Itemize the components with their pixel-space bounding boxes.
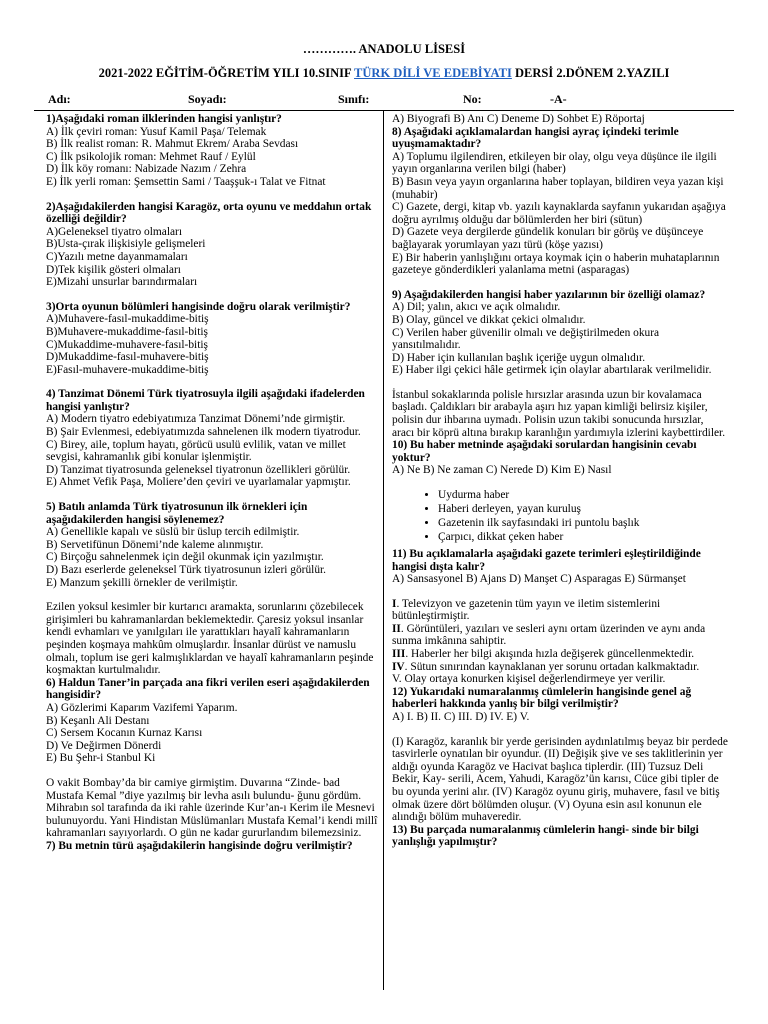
- question-text: 9) Aşağıdakilerden hangisi haber yazılarının bir özelliği olamaz?: [392, 288, 706, 301]
- school-name: …………. ANADOLU LİSESİ: [302, 42, 466, 56]
- option-e: E) Manzum şekilli örnekler de verilmiştir.: [46, 576, 238, 589]
- numbered-statements-12: [392, 598, 728, 686]
- statement-text: . Görüntüleri, yazıları ve sesleri aynı ortam üzerinden ve aynı anda sunma imkânına sahiptir.: [392, 622, 706, 648]
- roman-numeral: II: [392, 622, 401, 635]
- passage-10: İstanbul sokaklarında polisle hırsızlar arasında uzun bir kovalamaca başladı. Çaldıkları bir arabayla aşırı hız yapan kimliği belirsiz kişiler, polisin dur ihbarına uymadı. Polisin uzun takibi sonucunda hırsızlar, aracı bir köprü altına bırakıp karanlığın yardımıyla izlerini kaybettirdiler.: [392, 388, 726, 439]
- question-2: [46, 201, 378, 289]
- column-divider: [383, 110, 384, 990]
- option-a: A) Toplumu ilgilendiren, etkileyen bir olay, olgu veya düşünce ile ilgili yayın organlarına verilen bilgi (haber): [392, 150, 717, 176]
- student-info-bar: [48, 92, 748, 108]
- option-a: A) Modern tiyatro edebiyatımıza Tanzimat Dönemi’nde girmiştir.: [46, 413, 346, 426]
- question-3: [46, 301, 378, 377]
- option-a: A) Dil; yalın, akıcı ve açık olmalıdır.: [392, 301, 561, 314]
- subject-link[interactable]: TÜRK DİLİ VE EDEBİYATI: [354, 66, 512, 80]
- statement-text: . Televizyon ve gazetenin tüm yayın ve iletim sistemlerini bütünleştirmiştir.: [392, 597, 661, 623]
- question-12: [392, 686, 728, 724]
- option-b: B) Şair Evlenmesi, edebiyatımızda sahnelenen ilk modern tiyatrodur.: [46, 426, 361, 439]
- statement-5: [392, 673, 728, 686]
- option-c: C) Sersem Kocanın Kurnaz Karısı: [46, 727, 203, 740]
- question-text: 5) Batılı anlamda Türk tiyatrosunun ilk örnekleri için aşağıdakilerden hangisi söylenemez?: [46, 501, 308, 526]
- name-label: Adı:: [48, 92, 71, 106]
- question-text: 12) Yukarıdaki numaralanmış cümlelerin hangisinde genel ağ haberleri hakkında yanlış bir bilgi verilmiştir?: [392, 685, 692, 711]
- option-e: E) Bir haberin yanlışlığını ortaya koymak için o haberin muhataplarının gazeteye gönderdikleri yalanlama metni (asparagas): [392, 251, 720, 277]
- option-d: D) Gazete veya dergilerde gündelik konuları bir görüş ve düşünceye bağlayarak yorumlayan yazı türü (köşe yazısı): [392, 226, 704, 251]
- option-a: A)Geleneksel tiyatro olmaları: [46, 225, 183, 238]
- question-text: 4) Tanzimat Dönemi Türk tiyatrosuyla ilgili aşağıdaki ifadelerden hangisi yanlıştır?: [46, 388, 365, 413]
- question-text: 2)Aşağıdakilerden hangisi Karagöz, orta oyunu ve meddahın ortak özelliği değildir?: [46, 200, 372, 226]
- option-d: D) Haber için kullanılan başlık içeriğe uygun olmalıdır.: [392, 351, 646, 364]
- bullet-list-11: [392, 489, 728, 544]
- question-10: [392, 439, 728, 477]
- roman-numeral: I: [392, 597, 397, 610]
- question-text: 11) Bu açıklamalarla aşağıdaki gazete terimleri eşleştirildiğinde hangisi dışta kalır?: [392, 547, 701, 573]
- statement-1: [392, 598, 728, 623]
- option-b: B) Olay, güncel ve dikkat çekici olmalıdır.: [392, 313, 586, 326]
- option-c: C)Mukaddime-muhavere-fasıl-bitiş: [46, 338, 208, 351]
- left-column: [46, 113, 378, 852]
- question-text: 1)Aşağıdaki roman ilklerinden hangisi yanlıştır?: [46, 113, 282, 125]
- question-text: 6) Haldun Taner’in parçada ana fikri verilen eseri aşağıdakilerden hangisidir?: [46, 676, 370, 702]
- question-6: [46, 677, 378, 765]
- question-text: 8) Aşağıdaki açıklamalardan hangisi ayraç içindeki terimle uyuşmamaktadır?: [392, 125, 679, 151]
- question-4: [46, 388, 378, 489]
- option-a: A) Gözlerimi Kaparım Vazifemi Yaparım.: [46, 701, 238, 714]
- option-b: B)Muhavere-mukaddime-fasıl-bitiş: [46, 325, 208, 338]
- option-a: A) İlk çeviri roman: Yusuf Kamil Paşa/ Telemak: [46, 125, 267, 138]
- roman-numeral: IV: [392, 660, 405, 673]
- statement-text: . Haberler her bilgi akışında hızla değişerek güncellenmektedir.: [405, 648, 695, 661]
- passage-7: O vakit Bombay’da bir camiye girmiştim. Duvarına “Zinde- bad Mustafa Kemal ”diye yazılmış bir levha asılı bulundu- ğunu gördüm. Mihrabın sol tarafında da iki rahle üzerinde Kur’an-ı Kerim ile Mesnevi bulunuyordu. Yani Hindistan Müslümanları Mustafa Kemal’i kendi millî kahramanları sayıyorlardı. O gün ne kadar gururlandım bilemezsiniz.: [46, 776, 378, 840]
- question-1: [46, 113, 378, 189]
- question-options: A) I. B) II. C) III. D) IV. E) V.: [392, 711, 530, 724]
- question-11: [392, 548, 728, 586]
- exam-title: [0, 66, 768, 81]
- option-c: C)Yazılı metne dayanmamaları: [46, 250, 188, 263]
- passage-6: Ezilen yoksul kesimler bir kurtarıcı aramakta, sorunlarını çözebilecek girişimleri bu kahramanlardan beklemektedir. Çaresiz yoksul insanlar kendi evhamları ve yanılgıları ile yarattıkları hayalî kahramanların peşinden koşmaya mahkûm olmuşlardır. İnsanlar dürüst ve namuslu olmalı, toplum ise geri kalmışlıklardan ve hayalî kahramanların peşinde koşmaktan kurtulmalıdır.: [46, 601, 374, 677]
- option-a: A) Genellikle kapalı ve süslü bir üslup tercih edilmiştir.: [46, 526, 300, 539]
- statement-text: . Sütun sınırından kaynaklanan yer sorunu ortadan kalkmaktadır.: [404, 660, 700, 673]
- option-d: D) Bazı eserlerde geleneksel Türk tiyatrosunun izleri görülür.: [46, 564, 327, 576]
- passage-13: (I) Karagöz, karanlık bir yerde gerisinden aydınlatılmış beyaz bir perdede tasvirlerle oynatılan bir oyundur. (II) Değişik şive ve ses taklitlerinin yer aldığı oyunda Karagöz ve Hacivat başlıca tiplerdir. (III) Tuzsuz Deli Bekir, Kay- serili, Acem, Yahudi, Karagöz’ün karısı, Cüce gibi tipler de bu oyunda yerini alır. (IV) Karagöz oyunu giriş, muhavere, fasıl ve bitiş olmak üzere dört bölümden oluşur. (V) Oyuna esin asıl konunun ele alındığı bölüm muhaveredir.: [392, 735, 728, 824]
- list-item: • Gazetenin ilk sayfasındaki iri puntolu başlık: [438, 517, 728, 530]
- option-d: D) Tanzimat tiyatrosunda geleneksel tiyatronun özellikleri görülür.: [46, 463, 351, 476]
- option-e: E) Haber ilgi çekici hâle getirmek için olaylar abartılarak verilmelidir.: [392, 364, 712, 377]
- option-d: D) İlk köy romanı: Nabizade Nazım / Zehra: [46, 163, 247, 176]
- roman-numeral: III: [392, 648, 406, 661]
- exam-title-pre: 2021-2022 EĞİTİM-ÖĞRETİM YILI 10.SINIF: [98, 66, 355, 80]
- statement-text: V. Olay ortaya konurken kişisel değerlendirmeye yer verilir.: [392, 673, 666, 686]
- option-e: E)Fasıl-muhavere-mukaddime-bitiş: [46, 363, 209, 376]
- class-label: Sınıfı:: [338, 92, 370, 106]
- option-d: D)Mukaddime-fasıl-muhavere-bitiş: [46, 351, 209, 364]
- statement-4: [392, 661, 728, 674]
- option-a: A)Muhavere-fasıl-mukaddime-bitiş: [46, 313, 209, 326]
- option-e: E) İlk yerli roman: Şemsettin Sami / Taaşşuk-ı Talat ve Fitnat: [46, 175, 326, 188]
- option-e: E) Bu Şehr-i Stanbul Ki: [46, 752, 156, 765]
- option-b: B) Servetifünun Dönemi’nde kaleme alınmıştır.: [46, 538, 264, 551]
- option-b: B)Usta-çırak ilişkisiyle gelişmeleri: [46, 238, 206, 251]
- list-item: • Haberi derleyen, yayan kuruluş: [438, 503, 728, 516]
- option-c: C) Gazete, dergi, kitap vb. yazılı kaynaklarda sayfanın yukarıdan aşağıya doğru ayrılmış olduğu dar bölümlerden her biri (sütun): [392, 201, 726, 226]
- question-options: A) Sansasyonel B) Ajans D) Manşet C) Asparagas E) Sürmanşet: [392, 573, 686, 586]
- option-c: C) Verilen haber güvenilir olmalı ve değiştirilmeden okura yansıtılmalıdır.: [392, 326, 660, 352]
- option-b: B) İlk realist roman: R. Mahmut Ekrem/ Araba Sevdası: [46, 138, 299, 151]
- number-label: No:: [463, 92, 482, 106]
- group-label: -A-: [550, 92, 567, 106]
- option-b: B) Keşanlı Ali Destanı: [46, 714, 150, 727]
- option-c: C) İlk psikolojik roman: Mehmet Rauf / Eylül: [46, 150, 256, 163]
- option-c: C) Birçoğu sahnelenmek için değil okunmak için yazılmıştır.: [46, 551, 324, 564]
- list-item: • Çarpıcı, dikkat çeken haber: [438, 531, 728, 544]
- option-d: D)Tek kişilik gösteri olmaları: [46, 263, 181, 276]
- statement-2: [392, 623, 728, 648]
- question-text: 3)Orta oyunun bölümleri hangisinde doğru olarak verilmiştir?: [46, 300, 351, 313]
- question-8: [392, 126, 728, 277]
- question-7-options: A) Biyografi B) Anı C) Deneme D) Sohbet E) Röportaj: [392, 113, 645, 125]
- question-7-text: 7) Bu metnin türü aşağıdakilerin hangisinde doğru verilmiştir?: [46, 839, 353, 852]
- surname-label: Soyadı:: [188, 92, 227, 106]
- statement-3: [392, 648, 728, 661]
- right-column: [392, 113, 728, 849]
- question-options: A) Ne B) Ne zaman C) Nerede D) Kim E) Nasıl: [392, 464, 612, 477]
- option-e: E) Ahmet Vefik Paşa, Moliere’den çeviri ve uyarlamalar yapmıştır.: [46, 476, 351, 489]
- list-item: • Uydurma haber: [438, 489, 728, 502]
- option-c: C) Birey, aile, toplum hayatı, görücü usulü evlilik, vatan ve millet sevgisi, kahramanlık gibi konular işlenmiştir.: [46, 438, 346, 464]
- option-d: D) Ve Değirmen Dönerdi: [46, 739, 162, 752]
- question-9: [392, 289, 728, 377]
- question-5: [46, 501, 378, 589]
- question-13-text: 13) Bu parçada numaralanmış cümlelerin hangi- sinde bir bilgi yanlışlığı yapılmıştır?: [392, 823, 699, 849]
- top-divider: [34, 110, 734, 111]
- question-text: 10) Bu haber metninde aşağıdaki sorulardan hangisinin cevabı yoktur?: [392, 439, 697, 464]
- option-b: B) Basın veya yayın organlarına haber toplayan, bildiren veya yazan kişi (muhabir): [392, 175, 724, 201]
- exam-title-post: DERSİ 2.DÖNEM 2.YAZILI: [511, 66, 670, 80]
- option-e: E)Mizahi unsurlar barındırmaları: [46, 276, 198, 289]
